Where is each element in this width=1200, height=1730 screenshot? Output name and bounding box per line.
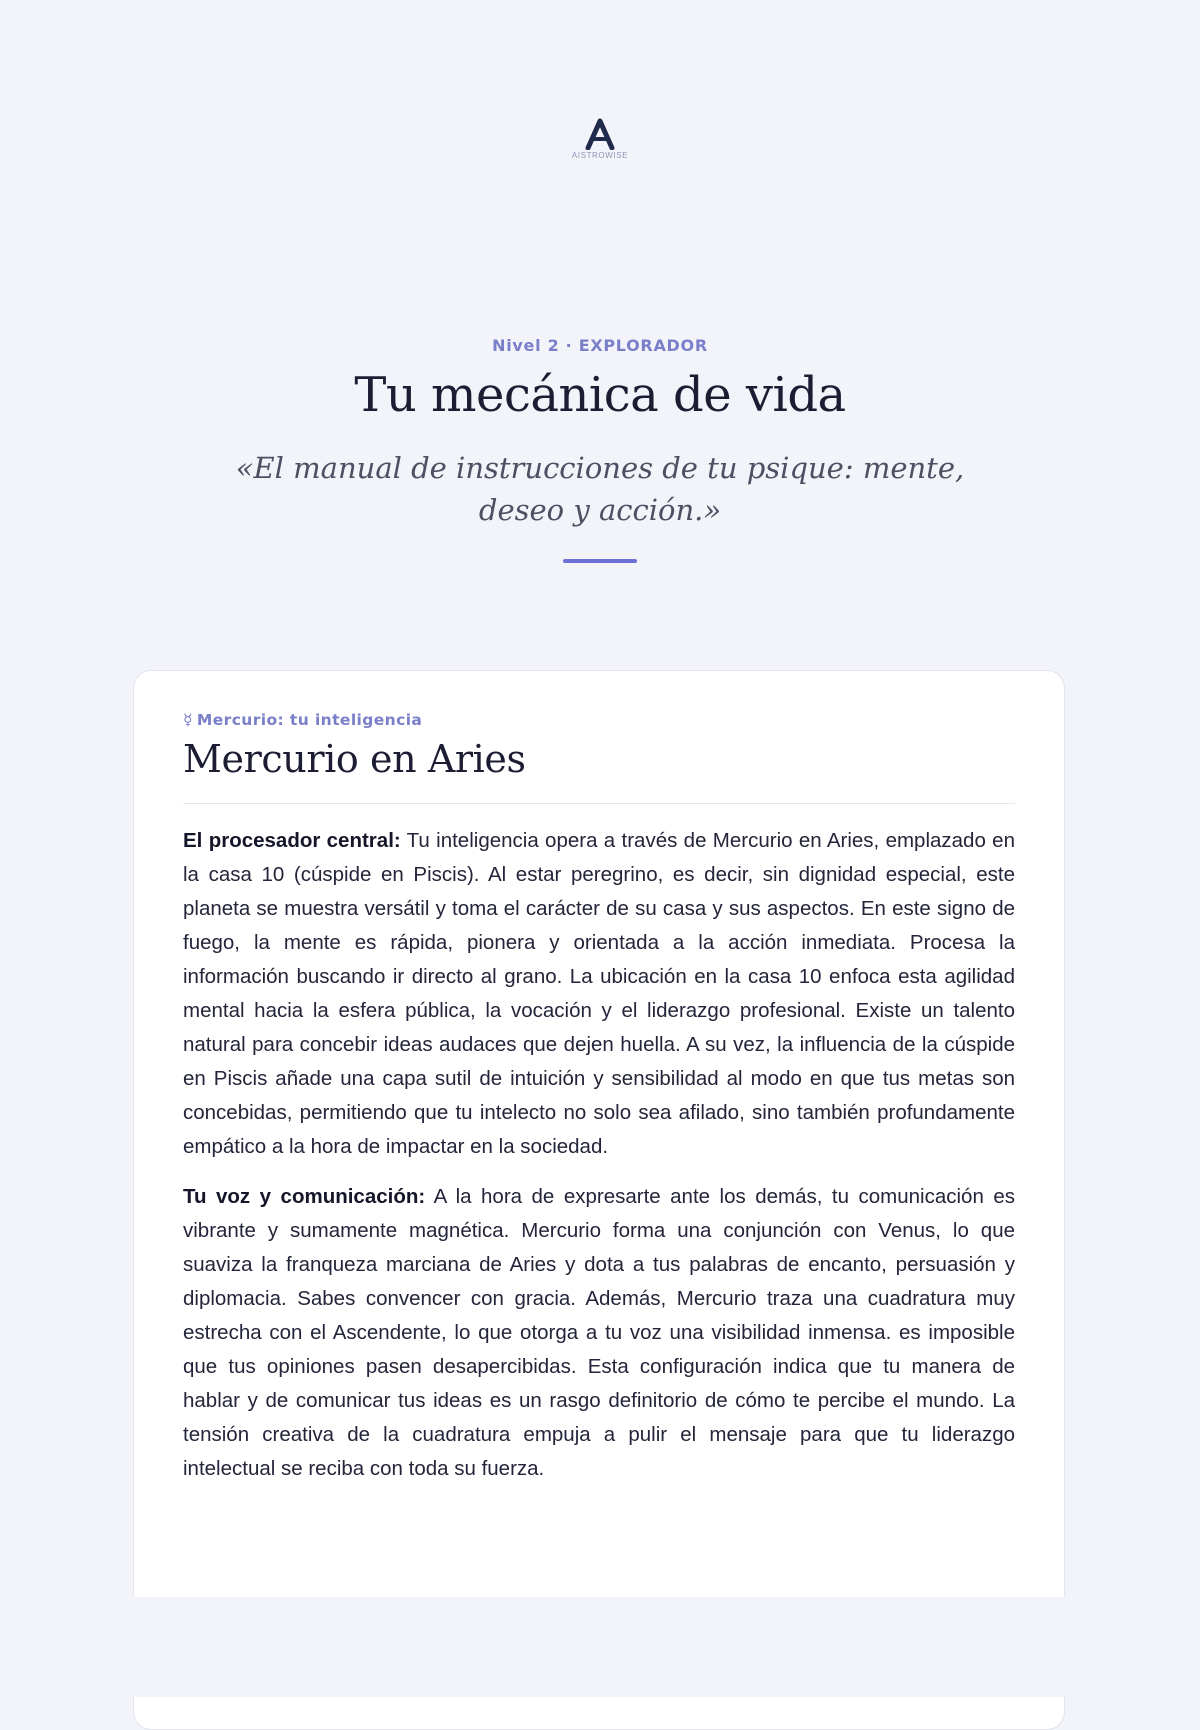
- section-eyebrow-text: Mercurio: tu inteligencia: [196, 711, 423, 729]
- content-card: [133, 670, 1065, 1730]
- section-divider: [183, 803, 1015, 804]
- brand-logo-mark-icon: [585, 118, 615, 150]
- page-subtitle: «El manual de instrucciones de tu psique: mente, deseo y acción.»: [235, 451, 965, 527]
- section-title: Mercurio en Aries: [183, 737, 526, 781]
- brand-name: AISTROWISE: [571, 151, 629, 160]
- page-bottom-background: [0, 1597, 1200, 1697]
- paragraph-voice-communication: [183, 1180, 1015, 1486]
- paragraph-text: Tu inteligencia opera a través de Mercurio en Aries, emplazado en la casa 10 (cúspide en Piscis). Al estar peregrino, es decir, sin dignidad especial, este planeta se muestra versátil y toma el carácter de su casa y sus aspectos. En este signo de fuego, la mente es rápida, pionera y orientada a la acción inmediata. Procesa la información buscando ir directo al grano. La ubicación en la casa 10 enfoca esta agilidad mental hacia la esfera pública, la vocación y el liderazgo profesional. Existe un talento natural para concebir ideas audaces que dejen huella. A su vez, la influencia de la cúspide en Piscis añade una capa sutil de intuición y sensibilidad al modo en que tus metas son concebidas, permitiendo que tu intelecto no solo sea afilado, sino también profundamente empático a la hora de impactar en la sociedad.: [183, 829, 1015, 1158]
- accent-divider: [563, 559, 637, 563]
- paragraph-central-processor: [183, 824, 1015, 1164]
- hero-header: [0, 336, 1200, 563]
- mercury-symbol-icon: ☿: [183, 711, 193, 729]
- paragraph-text: A la hora de expresarte ante los demás, tu comunicación es vibrante y sumamente magnética. Mercurio forma una conjunción con Venus, lo que suaviza la franqueza marciana de Aries y dota a tus palabras de encanto, persuasión y diplomacia. Sabes convencer con gracia. Además, Mercurio traza una cuadratura muy estrecha con el Ascendente, lo que otorga a tu voz una visibilidad inmensa. es imposible que tus opiniones pasen desapercibidas. Esta configuración indica que tu manera de hablar y de comunicar tus ideas es un rasgo definitorio de cómo te percibe el mundo. La tensión creativa de la cuadratura empuja a pulir el mensaje para que tu liderazgo intelectual se reciba con toda su fuerza.: [183, 1185, 1015, 1480]
- brand-logo: [0, 118, 1200, 160]
- paragraph-label: Tu voz y comunicación:: [183, 1185, 426, 1208]
- section-eyebrow: [183, 711, 1015, 729]
- paragraph-label: El procesador central:: [183, 829, 401, 852]
- level-label: Nivel 2 · EXPLORADOR: [492, 336, 708, 355]
- page-title: Tu mecánica de vida: [354, 367, 846, 423]
